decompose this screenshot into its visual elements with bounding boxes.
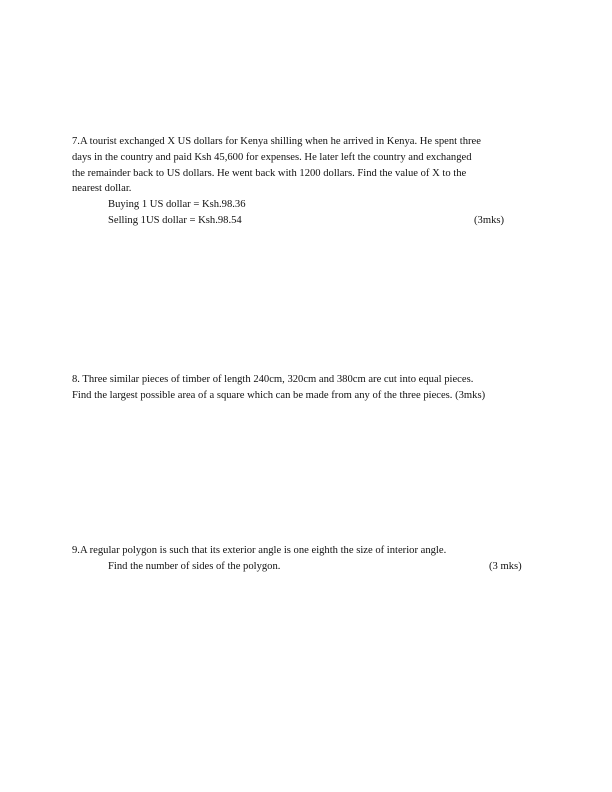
question-7-text-line: nearest dollar. [72, 183, 132, 195]
question-9 [72, 543, 552, 575]
buying-rate: Buying 1 US dollar = Ksh.98.36 [108, 199, 246, 211]
selling-rate-row [72, 213, 552, 229]
question-9-row [72, 559, 552, 575]
question-8-text-line: 8. Three similar pieces of timber of length 240cm, 320cm and 380cm are cut into equal pieces. [72, 374, 474, 385]
question-7-text-line: the remainder back to US dollars. He went back with 1200 dollars. Find the value of X to the [72, 167, 467, 179]
selling-rate: Selling 1US dollar = Ksh.98.54 [108, 214, 242, 226]
question-7-text-line: 7.A tourist exchanged X US dollars for Kenya shilling when he arrived in Kenya. He spent three [72, 136, 481, 147]
question-9-marks: (3 mks) [489, 560, 522, 572]
question-8-text-line: Find the largest possible area of a square which can be made from any of the three pieces. (3mks) [72, 389, 486, 401]
question-9-text-line: 9.A regular polygon is such that its exterior angle is one eighth the size of interior angle. [72, 545, 447, 556]
question-8 [72, 372, 552, 404]
question-7-text-line: days in the country and paid Ksh 45,600 for expenses. He later left the country and exchanged [72, 151, 472, 163]
question-7 [72, 134, 552, 229]
question-9-text-line: Find the number of sides of the polygon. [108, 560, 281, 572]
question-7-marks: (3mks) [474, 214, 505, 226]
